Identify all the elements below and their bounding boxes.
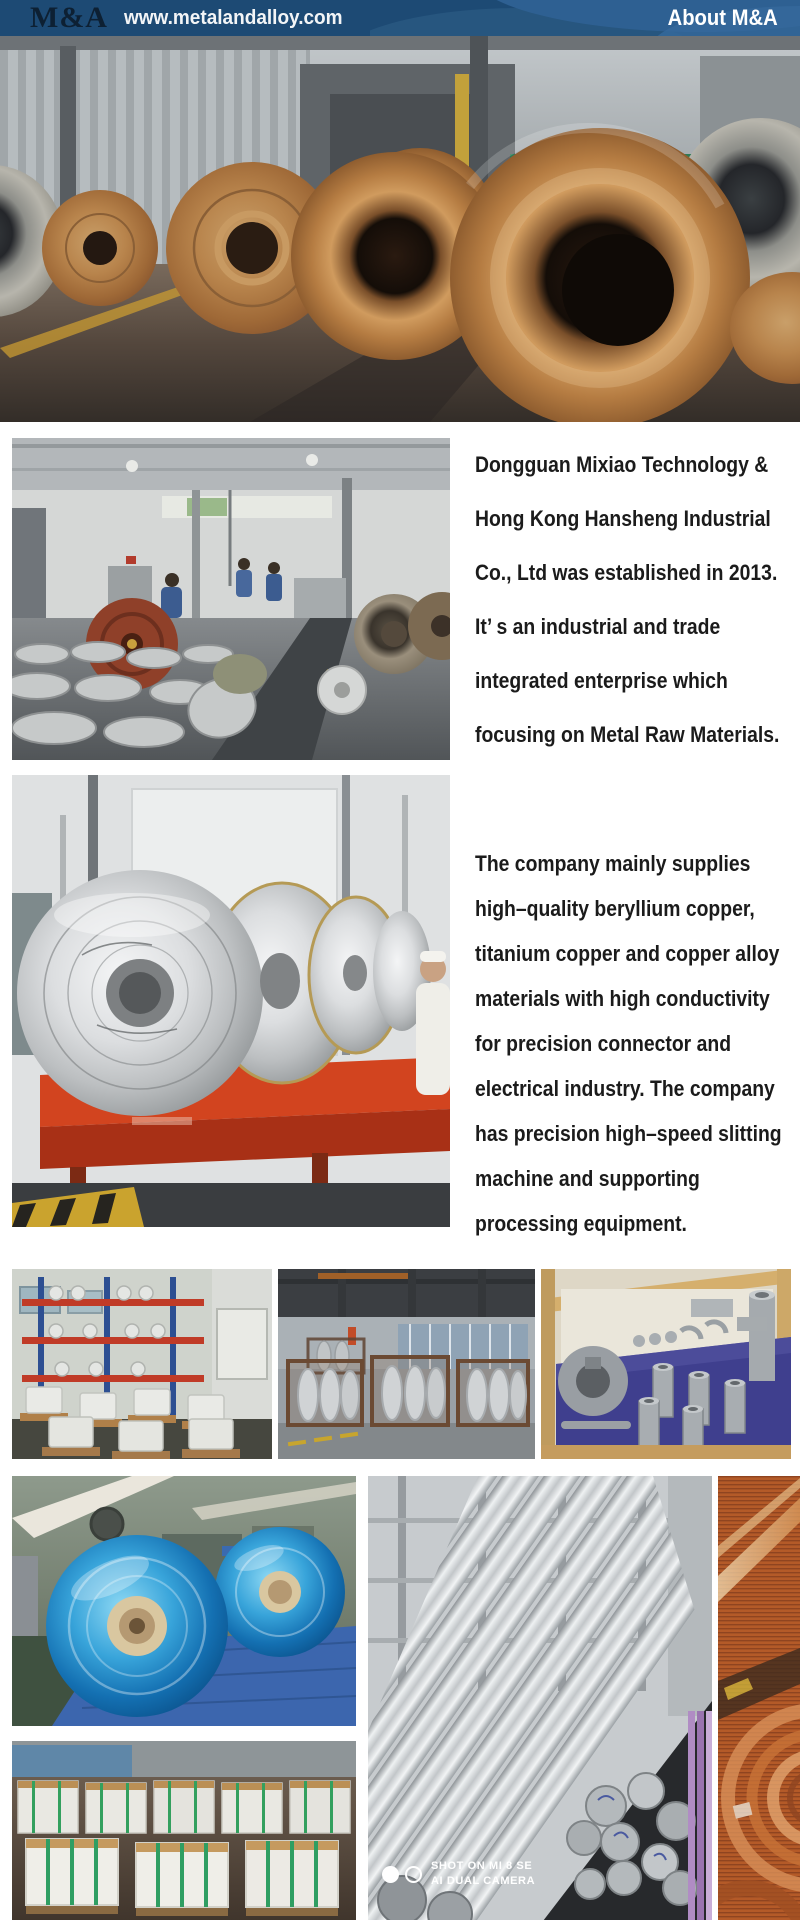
collage-photo-aluminum-rods: [368, 1476, 712, 1920]
paragraph2-line: electrical industry. The company: [475, 1076, 775, 1101]
paragraph1-line: integrated enterprise which: [475, 668, 728, 693]
paragraph1-line: Co., Ltd was established in 2013.: [475, 560, 778, 585]
paragraph1-line: focusing on Metal Raw Materials.: [475, 722, 780, 747]
camera-watermark: [382, 1859, 535, 1889]
about-section-1: [0, 438, 800, 762]
about-paragraph-2: [475, 775, 800, 1246]
top-banner: [0, 0, 800, 36]
website-url: www.metalandalloy.com: [123, 6, 343, 29]
paragraph1-line: Hong Kong Hansheng Industrial: [475, 506, 771, 531]
collage-photo-packed-pallets: [12, 1741, 356, 1920]
about-paragraph-1: [475, 438, 800, 762]
about-section-2: [0, 775, 800, 1246]
paragraph1-line: It’ s an industrial and trade: [475, 614, 721, 639]
gallery-photo-warehouse-racks: [12, 1269, 272, 1459]
bottom-collage: [0, 1476, 800, 1920]
paragraph2-line: The company mainly supplies: [475, 851, 751, 876]
watermark-line-2: AI DUAL CAMERA: [431, 1875, 536, 1887]
dual-camera-icon: [382, 1866, 422, 1883]
about-nav-label[interactable]: About M&A: [667, 5, 778, 30]
hero-photo-copper-coils: [0, 36, 800, 422]
paragraph1-line: Dongguan Mixiao Technology &: [475, 452, 769, 477]
paragraph2-line: titanium copper and copper alloy: [475, 941, 780, 966]
gallery-photo-machined-parts: [541, 1269, 791, 1459]
collage-photo-copper-strip: [718, 1476, 800, 1920]
paragraph2-line: processing equipment.: [475, 1211, 687, 1236]
company-logo: M&A: [30, 1, 108, 34]
paragraph2-line: has precision high–speed slitting: [475, 1121, 782, 1146]
gallery-row: [0, 1269, 800, 1459]
section1-photo-workshop: [12, 438, 450, 762]
paragraph2-line: for precision connector and: [475, 1031, 732, 1056]
section2-photo-slitting-machine: [12, 775, 450, 1246]
gallery-photo-metal-disc-crates: [278, 1269, 535, 1459]
paragraph2-line: materials with high conductivity: [475, 986, 770, 1011]
paragraph2-line: machine and supporting: [475, 1166, 700, 1191]
watermark-line-1: SHOT ON MI 8 SE: [431, 1860, 533, 1872]
collage-photo-blue-coils: [12, 1476, 356, 1726]
paragraph2-line: high–quality beryllium copper,: [475, 896, 755, 921]
